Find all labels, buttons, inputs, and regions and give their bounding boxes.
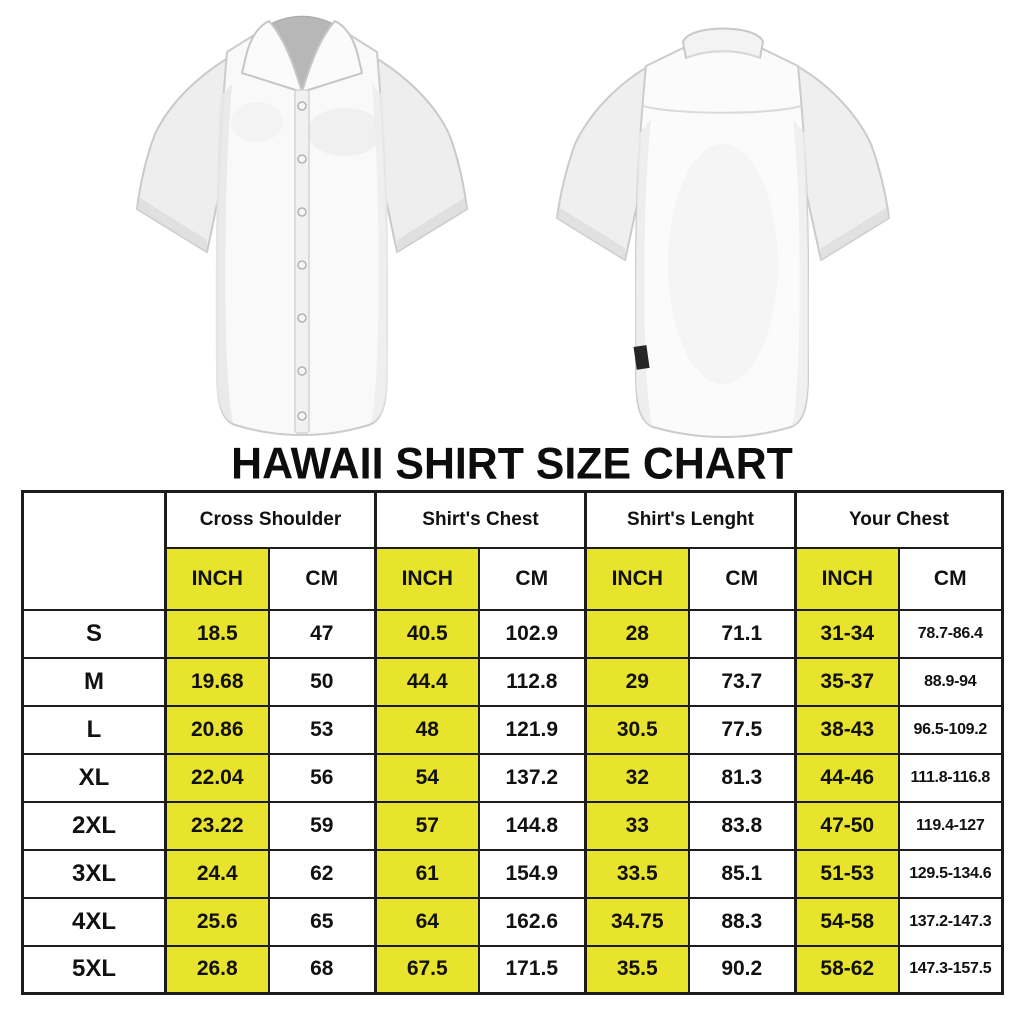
size-label: 2XL	[23, 802, 166, 850]
unit-header-cm: CM	[689, 548, 796, 610]
size-label: XL	[23, 754, 166, 802]
cell: 147.3-157.5	[899, 946, 1003, 994]
size-label: 5XL	[23, 946, 166, 994]
shirt-front-image	[106, 2, 498, 440]
size-chart-section	[21, 490, 1003, 995]
cell: 22.04	[166, 754, 269, 802]
cell: 121.9	[479, 706, 586, 754]
cell: 102.9	[479, 610, 586, 658]
cell: 162.6	[479, 898, 586, 946]
cell: 32	[586, 754, 689, 802]
cell: 33.5	[586, 850, 689, 898]
table-row-s	[23, 610, 1003, 658]
shirt-back-image	[531, 14, 915, 444]
cell: 88.3	[689, 898, 796, 946]
cell: 137.2	[479, 754, 586, 802]
cell: 56	[269, 754, 376, 802]
cell: 119.4-127	[899, 802, 1003, 850]
table-row-xl	[23, 754, 1003, 802]
cell: 88.9-94	[899, 658, 1003, 706]
cell: 65	[269, 898, 376, 946]
cell: 51-53	[796, 850, 899, 898]
cell: 112.8	[479, 658, 586, 706]
cell: 57	[376, 802, 479, 850]
shirt-left-sleeve	[557, 66, 649, 260]
cell: 68	[269, 946, 376, 994]
cell: 29	[586, 658, 689, 706]
size-label: 3XL	[23, 850, 166, 898]
cell: 19.68	[166, 658, 269, 706]
size-label: L	[23, 706, 166, 754]
cell: 85.1	[689, 850, 796, 898]
cell: 96.5-109.2	[899, 706, 1003, 754]
unit-header-cm: CM	[899, 548, 1003, 610]
cell: 40.5	[376, 610, 479, 658]
size-chart-table	[21, 490, 1004, 995]
cell: 34.75	[586, 898, 689, 946]
cell: 44.4	[376, 658, 479, 706]
cell: 154.9	[479, 850, 586, 898]
cell: 58-62	[796, 946, 899, 994]
size-label: S	[23, 610, 166, 658]
cell: 24.4	[166, 850, 269, 898]
cell: 171.5	[479, 946, 586, 994]
cell: 59	[269, 802, 376, 850]
cell: 33	[586, 802, 689, 850]
cell: 90.2	[689, 946, 796, 994]
cell: 111.8-116.8	[899, 754, 1003, 802]
cell: 71.1	[689, 610, 796, 658]
page-title: HAWAII SHIRT SIZE CHART	[231, 438, 793, 489]
cell: 77.5	[689, 706, 796, 754]
table-row-m	[23, 658, 1003, 706]
unit-header-inch: INCH	[166, 548, 269, 610]
cell: 47	[269, 610, 376, 658]
cell: 54-58	[796, 898, 899, 946]
cell: 28	[586, 610, 689, 658]
cell: 35.5	[586, 946, 689, 994]
group-header-your-chest: Your Chest	[796, 492, 1003, 548]
cell: 54	[376, 754, 479, 802]
group-header-row	[23, 492, 1003, 548]
cell: 25.6	[166, 898, 269, 946]
cell: 48	[376, 706, 479, 754]
shirt-images-section	[0, 0, 1024, 446]
cell: 73.7	[689, 658, 796, 706]
unit-header-inch: INCH	[796, 548, 899, 610]
table-row-2xl	[23, 802, 1003, 850]
size-label: 4XL	[23, 898, 166, 946]
group-header-shirts-chest: Shirt's Chest	[376, 492, 586, 548]
cell: 47-50	[796, 802, 899, 850]
cell: 144.8	[479, 802, 586, 850]
cell: 26.8	[166, 946, 269, 994]
cell: 35-37	[796, 658, 899, 706]
unit-header-row	[23, 548, 1003, 610]
table-row-l	[23, 706, 1003, 754]
cell: 53	[269, 706, 376, 754]
group-header-cross-shoulder: Cross Shoulder	[166, 492, 376, 548]
cell: 38-43	[796, 706, 899, 754]
table-row-3xl	[23, 850, 1003, 898]
unit-header-cm: CM	[479, 548, 586, 610]
cell: 137.2-147.3	[899, 898, 1003, 946]
cell: 18.5	[166, 610, 269, 658]
cell: 64	[376, 898, 479, 946]
cell: 50	[269, 658, 376, 706]
cell: 23.22	[166, 802, 269, 850]
cell: 30.5	[586, 706, 689, 754]
shirt-right-sleeve	[797, 66, 889, 260]
cell: 81.3	[689, 754, 796, 802]
cell: 62	[269, 850, 376, 898]
group-header-shirts-lenght: Shirt's Lenght	[586, 492, 796, 548]
corner-cell	[23, 492, 166, 610]
unit-header-inch: INCH	[376, 548, 479, 610]
cell: 61	[376, 850, 479, 898]
cell: 31-34	[796, 610, 899, 658]
cell: 78.7-86.4	[899, 610, 1003, 658]
unit-header-cm: CM	[269, 548, 376, 610]
cell: 44-46	[796, 754, 899, 802]
cell: 67.5	[376, 946, 479, 994]
cell: 20.86	[166, 706, 269, 754]
unit-header-inch: INCH	[586, 548, 689, 610]
cell: 83.8	[689, 802, 796, 850]
size-label: M	[23, 658, 166, 706]
table-row-5xl	[23, 946, 1003, 994]
table-row-4xl	[23, 898, 1003, 946]
cell: 129.5-134.6	[899, 850, 1003, 898]
